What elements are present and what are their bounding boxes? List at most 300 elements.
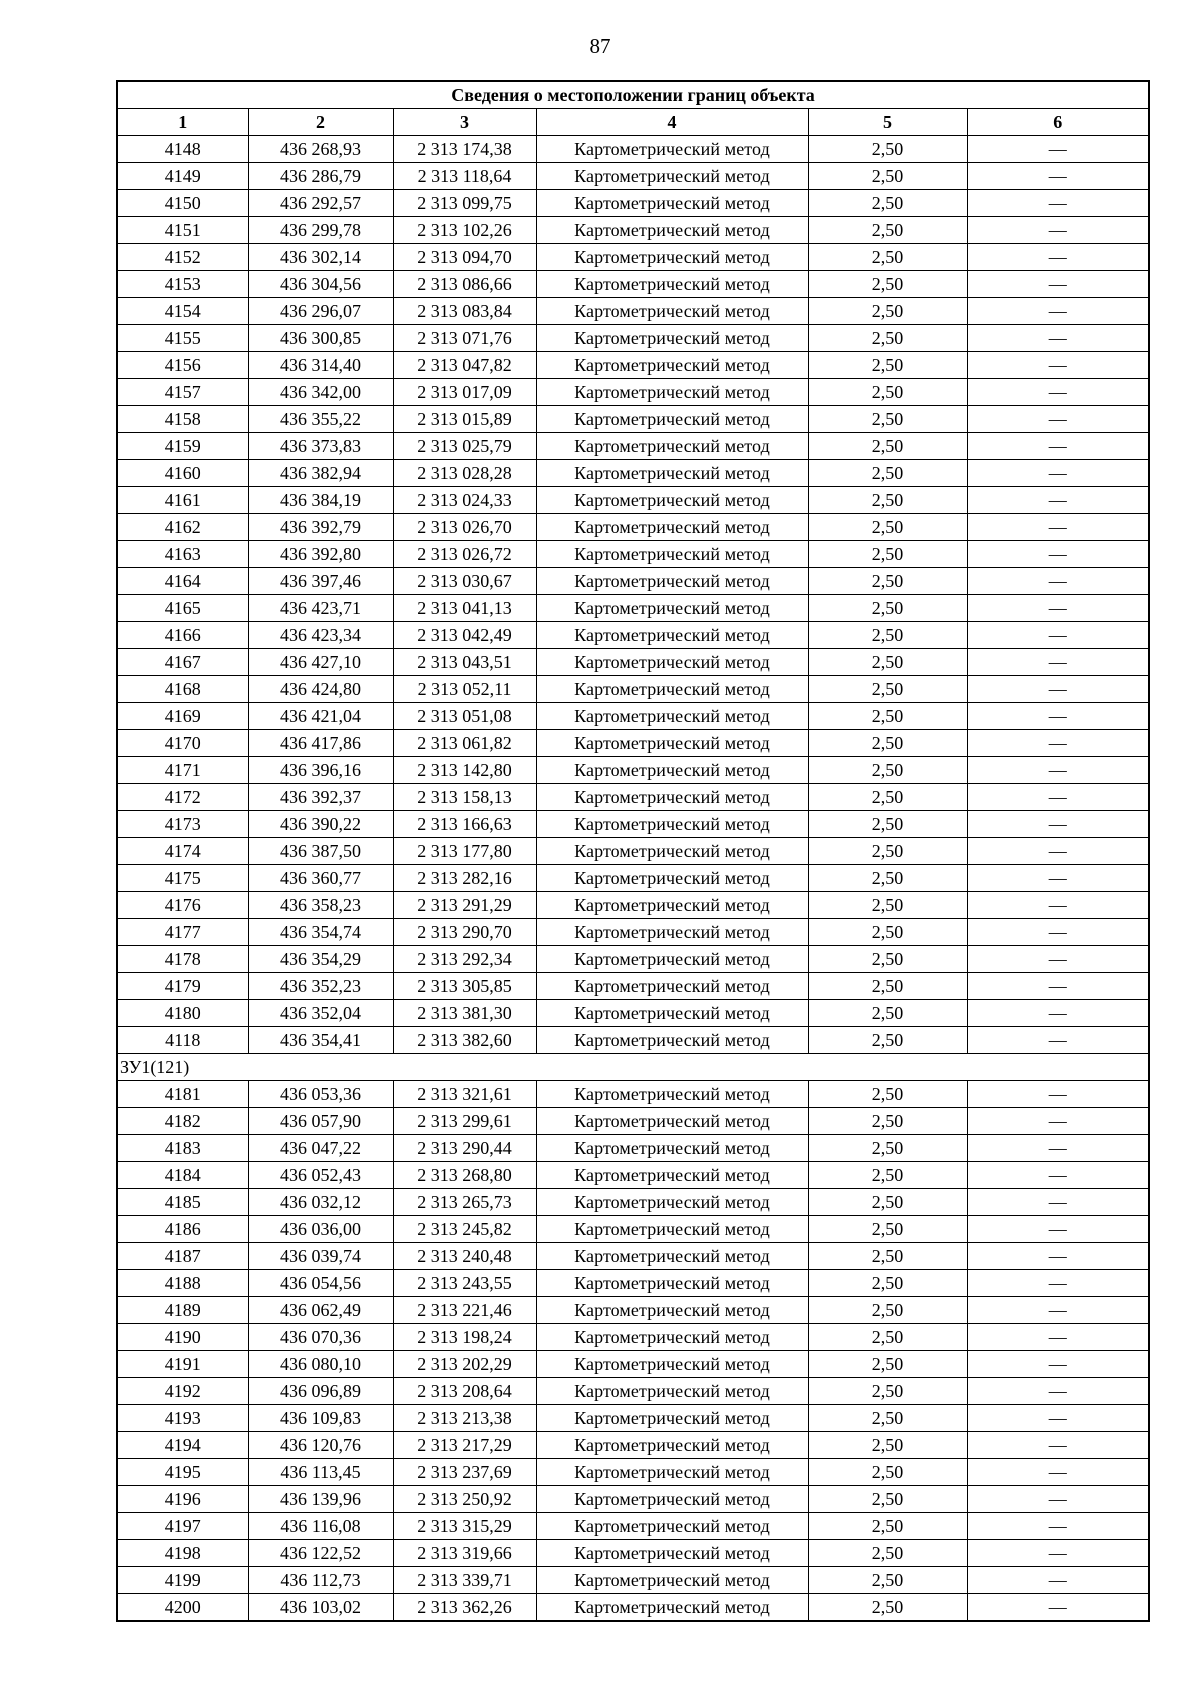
description-cell: — [967,919,1149,946]
table-row [117,352,1149,379]
method-cell: Картометрический метод [536,1540,808,1567]
method-cell: Картометрический метод [536,1243,808,1270]
description-cell: — [967,784,1149,811]
y-coordinate-cell: 2 313 292,34 [393,946,536,973]
table-row [117,649,1149,676]
description-cell: — [967,1405,1149,1432]
precision-cell: 2,50 [808,1405,967,1432]
description-cell: — [967,1243,1149,1270]
method-cell: Картометрический метод [536,1351,808,1378]
x-coordinate-cell: 436 304,56 [248,271,393,298]
precision-cell: 2,50 [808,1378,967,1405]
method-cell: Картометрический метод [536,919,808,946]
method-cell: Картометрический метод [536,1027,808,1054]
method-cell: Картометрический метод [536,1513,808,1540]
precision-cell: 2,50 [808,838,967,865]
description-cell: — [967,622,1149,649]
y-coordinate-cell: 2 313 202,29 [393,1351,536,1378]
table-row [117,1324,1149,1351]
point-number-cell: 4170 [117,730,248,757]
page-number: 87 [589,34,611,58]
method-cell: Картометрический метод [536,487,808,514]
x-coordinate-cell: 436 286,79 [248,163,393,190]
description-cell: — [967,487,1149,514]
description-cell: — [967,352,1149,379]
x-coordinate-cell: 436 103,02 [248,1594,393,1622]
method-cell: Картометрический метод [536,1135,808,1162]
method-cell: Картометрический метод [536,838,808,865]
y-coordinate-cell: 2 313 071,76 [393,325,536,352]
method-cell: Картометрический метод [536,379,808,406]
description-cell: — [967,1540,1149,1567]
precision-cell: 2,50 [808,1189,967,1216]
precision-cell: 2,50 [808,298,967,325]
point-number-cell: 4196 [117,1486,248,1513]
method-cell: Картометрический метод [536,352,808,379]
point-number-cell: 4190 [117,1324,248,1351]
point-number-cell: 4166 [117,622,248,649]
description-cell: — [967,730,1149,757]
y-coordinate-cell: 2 313 052,11 [393,676,536,703]
description-cell: — [967,1135,1149,1162]
description-cell: — [967,1216,1149,1243]
description-cell: — [967,649,1149,676]
table-row [117,1378,1149,1405]
point-number-cell: 4171 [117,757,248,784]
point-number-cell: 4151 [117,217,248,244]
x-coordinate-cell: 436 052,43 [248,1162,393,1189]
precision-cell: 2,50 [808,919,967,946]
x-coordinate-cell: 436 299,78 [248,217,393,244]
description-cell: — [967,1567,1149,1594]
table-row [117,433,1149,460]
y-coordinate-cell: 2 313 198,24 [393,1324,536,1351]
method-cell: Картометрический метод [536,1270,808,1297]
x-coordinate-cell: 436 039,74 [248,1243,393,1270]
table-row [117,595,1149,622]
precision-cell: 2,50 [808,325,967,352]
precision-cell: 2,50 [808,1567,967,1594]
point-number-cell: 4168 [117,676,248,703]
point-number-cell: 4176 [117,892,248,919]
point-number-cell: 4189 [117,1297,248,1324]
x-coordinate-cell: 436 352,23 [248,973,393,1000]
column-header-1: 1 [117,109,248,136]
table-row [117,1162,1149,1189]
method-cell: Картометрический метод [536,730,808,757]
table-row [117,919,1149,946]
point-number-cell: 4159 [117,433,248,460]
description-cell: — [967,1189,1149,1216]
x-coordinate-cell: 436 096,89 [248,1378,393,1405]
precision-cell: 2,50 [808,1486,967,1513]
point-number-cell: 4178 [117,946,248,973]
y-coordinate-cell: 2 313 268,80 [393,1162,536,1189]
precision-cell: 2,50 [808,973,967,1000]
method-cell: Картометрический метод [536,1594,808,1622]
precision-cell: 2,50 [808,730,967,757]
precision-cell: 2,50 [808,541,967,568]
description-cell: — [967,1432,1149,1459]
x-coordinate-cell: 436 053,36 [248,1081,393,1108]
x-coordinate-cell: 436 302,14 [248,244,393,271]
description-cell: — [967,1513,1149,1540]
point-number-cell: 4187 [117,1243,248,1270]
method-cell: Картометрический метод [536,784,808,811]
x-coordinate-cell: 436 392,37 [248,784,393,811]
precision-cell: 2,50 [808,379,967,406]
y-coordinate-cell: 2 313 382,60 [393,1027,536,1054]
description-cell: — [967,1459,1149,1486]
precision-cell: 2,50 [808,1135,967,1162]
y-coordinate-cell: 2 313 118,64 [393,163,536,190]
x-coordinate-cell: 436 390,22 [248,811,393,838]
y-coordinate-cell: 2 313 240,48 [393,1243,536,1270]
x-coordinate-cell: 436 112,73 [248,1567,393,1594]
table-row [117,1216,1149,1243]
description-cell: — [967,136,1149,163]
y-coordinate-cell: 2 313 319,66 [393,1540,536,1567]
x-coordinate-cell: 436 384,19 [248,487,393,514]
method-cell: Картометрический метод [536,1324,808,1351]
table-row [117,1459,1149,1486]
table-row [117,1513,1149,1540]
description-cell: — [967,703,1149,730]
description-cell: — [967,1162,1149,1189]
point-number-cell: 4175 [117,865,248,892]
y-coordinate-cell: 2 313 086,66 [393,271,536,298]
method-cell: Картометрический метод [536,298,808,325]
description-cell: — [967,406,1149,433]
point-number-cell: 4200 [117,1594,248,1622]
precision-cell: 2,50 [808,1513,967,1540]
x-coordinate-cell: 436 354,74 [248,919,393,946]
point-number-cell: 4184 [117,1162,248,1189]
point-number-cell: 4152 [117,244,248,271]
y-coordinate-cell: 2 313 061,82 [393,730,536,757]
precision-cell: 2,50 [808,406,967,433]
y-coordinate-cell: 2 313 339,71 [393,1567,536,1594]
precision-cell: 2,50 [808,460,967,487]
table-row [117,1000,1149,1027]
table-row [117,892,1149,919]
group-row [117,1054,1149,1081]
description-cell: — [967,676,1149,703]
y-coordinate-cell: 2 313 015,89 [393,406,536,433]
x-coordinate-cell: 436 382,94 [248,460,393,487]
y-coordinate-cell: 2 313 102,26 [393,217,536,244]
table-row [117,838,1149,865]
table-row [117,460,1149,487]
table-title-row [117,81,1149,109]
method-cell: Картометрический метод [536,1405,808,1432]
y-coordinate-cell: 2 313 099,75 [393,190,536,217]
table-row [117,1297,1149,1324]
y-coordinate-cell: 2 313 282,16 [393,865,536,892]
method-cell: Картометрический метод [536,973,808,1000]
y-coordinate-cell: 2 313 362,26 [393,1594,536,1622]
y-coordinate-cell: 2 313 094,70 [393,244,536,271]
y-coordinate-cell: 2 313 043,51 [393,649,536,676]
description-cell: — [967,892,1149,919]
x-coordinate-cell: 436 396,16 [248,757,393,784]
point-number-cell: 4192 [117,1378,248,1405]
precision-cell: 2,50 [808,622,967,649]
table-row [117,757,1149,784]
x-coordinate-cell: 436 292,57 [248,190,393,217]
method-cell: Картометрический метод [536,1216,808,1243]
point-number-cell: 4172 [117,784,248,811]
y-coordinate-cell: 2 313 299,61 [393,1108,536,1135]
table-row [117,163,1149,190]
y-coordinate-cell: 2 313 026,70 [393,514,536,541]
point-number-cell: 4195 [117,1459,248,1486]
method-cell: Картометрический метод [536,1486,808,1513]
method-cell: Картометрический метод [536,1297,808,1324]
method-cell: Картометрический метод [536,163,808,190]
x-coordinate-cell: 436 352,04 [248,1000,393,1027]
point-number-cell: 4191 [117,1351,248,1378]
y-coordinate-cell: 2 313 315,29 [393,1513,536,1540]
precision-cell: 2,50 [808,595,967,622]
method-cell: Картометрический метод [536,1378,808,1405]
precision-cell: 2,50 [808,1540,967,1567]
point-number-cell: 4182 [117,1108,248,1135]
point-number-cell: 4194 [117,1432,248,1459]
table-row [117,1081,1149,1108]
y-coordinate-cell: 2 313 042,49 [393,622,536,649]
boundary-coordinates-table [116,80,1150,1622]
y-coordinate-cell: 2 313 017,09 [393,379,536,406]
point-number-cell: 4180 [117,1000,248,1027]
table-row [117,190,1149,217]
point-number-cell: 4167 [117,649,248,676]
x-coordinate-cell: 436 423,71 [248,595,393,622]
precision-cell: 2,50 [808,757,967,784]
x-coordinate-cell: 436 358,23 [248,892,393,919]
precision-cell: 2,50 [808,190,967,217]
method-cell: Картометрический метод [536,1459,808,1486]
y-coordinate-cell: 2 313 291,29 [393,892,536,919]
x-coordinate-cell: 436 392,79 [248,514,393,541]
method-cell: Картометрический метод [536,514,808,541]
x-coordinate-cell: 436 354,41 [248,1027,393,1054]
table-row [117,1243,1149,1270]
precision-cell: 2,50 [808,1216,967,1243]
precision-cell: 2,50 [808,487,967,514]
description-cell: — [967,541,1149,568]
x-coordinate-cell: 436 421,04 [248,703,393,730]
method-cell: Картометрический метод [536,271,808,298]
table-row [117,1135,1149,1162]
column-header-row [117,109,1149,136]
point-number-cell: 4199 [117,1567,248,1594]
description-cell: — [967,1270,1149,1297]
y-coordinate-cell: 2 313 024,33 [393,487,536,514]
table-row [117,244,1149,271]
table-row [117,1405,1149,1432]
method-cell: Картометрический метод [536,541,808,568]
y-coordinate-cell: 2 313 047,82 [393,352,536,379]
x-coordinate-cell: 436 355,22 [248,406,393,433]
description-cell: — [967,1324,1149,1351]
point-number-cell: 4158 [117,406,248,433]
y-coordinate-cell: 2 313 166,63 [393,811,536,838]
point-number-cell: 4186 [117,1216,248,1243]
method-cell: Картометрический метод [536,811,808,838]
precision-cell: 2,50 [808,892,967,919]
description-cell: — [967,595,1149,622]
description-cell: — [967,1297,1149,1324]
description-cell: — [967,190,1149,217]
method-cell: Картометрический метод [536,190,808,217]
x-coordinate-cell: 436 032,12 [248,1189,393,1216]
precision-cell: 2,50 [808,1027,967,1054]
table-row [117,973,1149,1000]
point-number-cell: 4157 [117,379,248,406]
x-coordinate-cell: 436 047,22 [248,1135,393,1162]
y-coordinate-cell: 2 313 213,38 [393,1405,536,1432]
table-row [117,1432,1149,1459]
point-number-cell: 4198 [117,1540,248,1567]
y-coordinate-cell: 2 313 305,85 [393,973,536,1000]
table-row [117,730,1149,757]
description-cell: — [967,1108,1149,1135]
column-header-5: 5 [808,109,967,136]
table-row [117,379,1149,406]
point-number-cell: 4188 [117,1270,248,1297]
point-number-cell: 4177 [117,919,248,946]
y-coordinate-cell: 2 313 265,73 [393,1189,536,1216]
x-coordinate-cell: 436 070,36 [248,1324,393,1351]
description-cell: — [967,1378,1149,1405]
table-row [117,1351,1149,1378]
y-coordinate-cell: 2 313 321,61 [393,1081,536,1108]
table-row [117,676,1149,703]
method-cell: Картометрический метод [536,325,808,352]
point-number-cell: 4161 [117,487,248,514]
precision-cell: 2,50 [808,1000,967,1027]
table-row [117,325,1149,352]
y-coordinate-cell: 2 313 290,44 [393,1135,536,1162]
method-cell: Картометрический метод [536,946,808,973]
table-row [117,298,1149,325]
y-coordinate-cell: 2 313 237,69 [393,1459,536,1486]
method-cell: Картометрический метод [536,433,808,460]
x-coordinate-cell: 436 057,90 [248,1108,393,1135]
method-cell: Картометрический метод [536,217,808,244]
point-number-cell: 4162 [117,514,248,541]
description-cell: — [967,757,1149,784]
point-number-cell: 4156 [117,352,248,379]
description-cell: — [967,865,1149,892]
table-row [117,1189,1149,1216]
table-title: Сведения о местоположении границ объекта [117,81,1149,109]
method-cell: Картометрический метод [536,649,808,676]
y-coordinate-cell: 2 313 028,28 [393,460,536,487]
description-cell: — [967,1081,1149,1108]
y-coordinate-cell: 2 313 208,64 [393,1378,536,1405]
x-coordinate-cell: 436 423,34 [248,622,393,649]
description-cell: — [967,163,1149,190]
table-row [117,811,1149,838]
point-number-cell: 4148 [117,136,248,163]
table-row [117,136,1149,163]
precision-cell: 2,50 [808,703,967,730]
precision-cell: 2,50 [808,244,967,271]
y-coordinate-cell: 2 313 250,92 [393,1486,536,1513]
precision-cell: 2,50 [808,1459,967,1486]
table-row [117,946,1149,973]
table-row [117,1567,1149,1594]
description-cell: — [967,433,1149,460]
x-coordinate-cell: 436 424,80 [248,676,393,703]
method-cell: Картометрический метод [536,676,808,703]
point-number-cell: 4179 [117,973,248,1000]
description-cell: — [967,379,1149,406]
precision-cell: 2,50 [808,784,967,811]
method-cell: Картометрический метод [536,595,808,622]
y-coordinate-cell: 2 313 177,80 [393,838,536,865]
precision-cell: 2,50 [808,1297,967,1324]
y-coordinate-cell: 2 313 026,72 [393,541,536,568]
x-coordinate-cell: 436 373,83 [248,433,393,460]
point-number-cell: 4163 [117,541,248,568]
group-label: ЗУ1(121) [117,1054,1149,1081]
y-coordinate-cell: 2 313 245,82 [393,1216,536,1243]
x-coordinate-cell: 436 392,80 [248,541,393,568]
y-coordinate-cell: 2 313 030,67 [393,568,536,595]
method-cell: Картометрический метод [536,622,808,649]
method-cell: Картометрический метод [536,244,808,271]
y-coordinate-cell: 2 313 083,84 [393,298,536,325]
precision-cell: 2,50 [808,1270,967,1297]
precision-cell: 2,50 [808,568,967,595]
description-cell: — [967,838,1149,865]
precision-cell: 2,50 [808,811,967,838]
table-body [117,136,1149,1622]
column-header-4: 4 [536,109,808,136]
method-cell: Картометрический метод [536,757,808,784]
y-coordinate-cell: 2 313 142,80 [393,757,536,784]
precision-cell: 2,50 [808,352,967,379]
precision-cell: 2,50 [808,1351,967,1378]
description-cell: — [967,325,1149,352]
x-coordinate-cell: 436 080,10 [248,1351,393,1378]
method-cell: Картометрический метод [536,1162,808,1189]
point-number-cell: 4173 [117,811,248,838]
description-cell: — [967,1000,1149,1027]
x-coordinate-cell: 436 054,56 [248,1270,393,1297]
point-number-cell: 4169 [117,703,248,730]
point-number-cell: 4150 [117,190,248,217]
precision-cell: 2,50 [808,1081,967,1108]
column-header-6: 6 [967,109,1149,136]
precision-cell: 2,50 [808,136,967,163]
precision-cell: 2,50 [808,1108,967,1135]
description-cell: — [967,460,1149,487]
x-coordinate-cell: 436 296,07 [248,298,393,325]
point-number-cell: 4160 [117,460,248,487]
method-cell: Картометрический метод [536,136,808,163]
table-row [117,217,1149,244]
x-coordinate-cell: 436 427,10 [248,649,393,676]
precision-cell: 2,50 [808,271,967,298]
description-cell: — [967,1594,1149,1622]
point-number-cell: 4197 [117,1513,248,1540]
precision-cell: 2,50 [808,163,967,190]
method-cell: Картометрический метод [536,892,808,919]
